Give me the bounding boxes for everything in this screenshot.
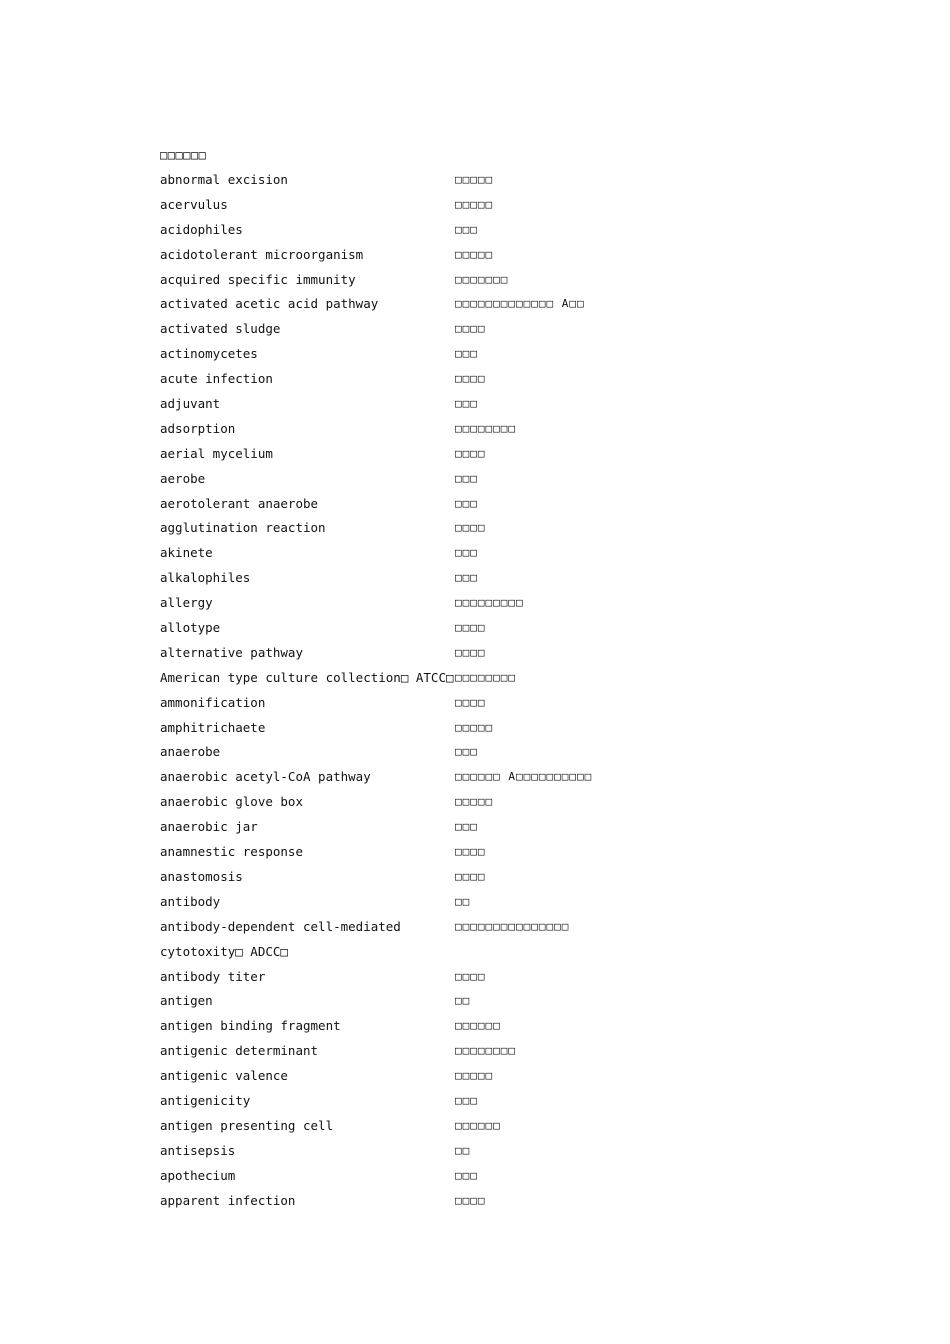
entry-term: anaerobic glove box — [160, 794, 303, 810]
entry-translation: □□□□ — [455, 446, 486, 460]
entry-term: antigenic determinant — [160, 1043, 319, 1059]
entry-translation: □□□□ — [455, 1193, 486, 1207]
entry-translation: □□□ — [455, 1093, 478, 1107]
entry-term: allergy — [160, 595, 213, 611]
glossary-entry — [160, 197, 860, 222]
glossary-entry — [160, 296, 860, 321]
glossary-entry — [160, 421, 860, 446]
glossary-entry — [160, 720, 860, 745]
entry-translation: □□□□ — [455, 521, 486, 535]
entry-translation: □□□□□□ A□□□□□□□□□□ — [455, 770, 593, 784]
glossary-entry — [160, 645, 860, 670]
glossary-entry — [160, 545, 860, 570]
entry-term: acute infection — [160, 371, 273, 387]
glossary-entry — [160, 894, 860, 919]
glossary-entry — [160, 620, 860, 645]
entry-term: alkalophiles — [160, 570, 251, 586]
glossary-entry — [160, 1093, 860, 1118]
entry-translation: □□□□ — [455, 695, 486, 709]
entry-translation: □□□□□ — [455, 197, 494, 211]
entry-translation: □□□□□□ — [455, 1019, 501, 1033]
glossary-entry — [160, 321, 860, 346]
entry-term: antigenicity — [160, 1092, 251, 1108]
entry-translation: □□□□ — [455, 372, 486, 386]
entry-translation: □□ — [455, 994, 471, 1008]
entry-term: anastomosis — [160, 868, 243, 884]
entry-term: activated acetic acid pathway — [160, 296, 379, 312]
entry-term: antibody-dependent cell-mediated — [160, 918, 401, 934]
glossary-entry — [160, 371, 860, 396]
entry-term: antisepsis — [160, 1142, 236, 1158]
entry-translation: □□ — [455, 1143, 471, 1157]
entry-term: adsorption — [160, 420, 236, 436]
entry-term: amphitrichaete — [160, 719, 266, 735]
entry-translation: □□□ — [455, 571, 478, 585]
glossary-entry — [160, 993, 860, 1018]
glossary-entry — [160, 1193, 860, 1218]
entry-translation: □□□□□□□ — [455, 272, 509, 286]
entry-term: antigen binding fragment — [160, 1018, 341, 1034]
glossary-entry — [160, 471, 860, 496]
entry-term: abnormal excision — [160, 172, 288, 187]
entry-translation: □□□□□ — [455, 720, 494, 734]
entry-translation: □□□□ — [455, 322, 486, 336]
entry-term: anaerobic jar — [160, 819, 258, 835]
entry-translation: □□□ — [455, 1168, 478, 1182]
entry-term: adjuvant — [160, 396, 221, 412]
entry-term: actinomycetes — [160, 346, 258, 362]
glossary-entry — [160, 1043, 860, 1068]
glossary-entry — [160, 844, 860, 869]
glossary-entry — [160, 819, 860, 844]
entry-translation: □□□□ — [455, 969, 486, 983]
entry-term: antibody titer — [160, 968, 266, 984]
glossary-entry — [160, 570, 860, 595]
entry-term: aerial mycelium — [160, 445, 273, 461]
entry-term: aerotolerant anaerobe — [160, 495, 319, 511]
entry-term: allotype — [160, 620, 221, 636]
entry-term: antigen — [160, 993, 213, 1009]
glossary-list — [160, 172, 860, 1217]
entry-term: aerobe — [160, 470, 206, 486]
entry-translation: □□□□□□ — [455, 1118, 501, 1132]
entry-term-continuation: cytotoxity□ ADCC□ — [160, 943, 288, 959]
entry-term: apparent infection — [160, 1192, 296, 1208]
entry-translation: □□□□□ — [455, 173, 494, 186]
entry-translation: □□ — [455, 894, 471, 908]
entry-translation: □□□ — [455, 546, 478, 560]
entry-term: antibody — [160, 893, 221, 909]
entry-term: antigen presenting cell — [160, 1117, 334, 1133]
glossary-entry — [160, 670, 860, 695]
glossary-entry — [160, 520, 860, 545]
entry-term: ammonification — [160, 694, 266, 710]
entry-term: acquired specific immunity — [160, 271, 356, 287]
entry-translation: □□□ — [455, 347, 478, 361]
entry-translation: □□□□□□□□ — [455, 670, 516, 684]
entry-term: anaerobe — [160, 744, 221, 760]
entry-translation: □□□□ — [455, 645, 486, 659]
entry-translation: □□□□□ — [455, 247, 494, 261]
glossary-entry — [160, 1018, 860, 1043]
entry-term: akinete — [160, 545, 213, 561]
glossary-entry — [160, 272, 860, 297]
entry-term: acidotolerant microorganism — [160, 246, 364, 262]
glossary-entry — [160, 744, 860, 769]
entry-term: alternative pathway — [160, 644, 303, 660]
glossary-heading: □□□□□□ — [160, 148, 207, 162]
entry-translation: □□□□ — [455, 845, 486, 859]
entry-term: anaerobic acetyl-CoA pathway — [160, 769, 371, 785]
entry-translation: □□□□□ — [455, 1069, 494, 1083]
entry-translation: □□□ — [455, 820, 478, 834]
entry-term: activated sludge — [160, 321, 281, 337]
glossary-entry — [160, 1118, 860, 1143]
glossary-entry — [160, 769, 860, 794]
glossary-entry — [160, 695, 860, 720]
glossary-entry — [160, 247, 860, 272]
glossary-entry — [160, 869, 860, 894]
entry-translation: □□□□ — [455, 621, 486, 635]
glossary-entry — [160, 496, 860, 521]
entry-term: apothecium — [160, 1167, 236, 1183]
entry-term: agglutination reaction — [160, 520, 326, 536]
entry-term: antigenic valence — [160, 1068, 288, 1084]
entry-term: American type culture collection□ ATCC□ — [160, 669, 454, 685]
glossary-entry — [160, 794, 860, 819]
glossary-entry — [160, 172, 860, 197]
glossary-entry — [160, 346, 860, 371]
entry-translation: □□□ — [455, 745, 478, 759]
glossary-entry — [160, 1068, 860, 1093]
entry-translation: □□□□□□□□□□□□□ A□□ — [455, 297, 585, 311]
entry-term: anamnestic response — [160, 844, 303, 860]
entry-translation: □□□□□□□□□□□□□□□ — [455, 919, 570, 933]
glossary-entry — [160, 1168, 860, 1193]
entry-translation: □□□□□□□□□ — [455, 596, 524, 610]
glossary-entry — [160, 222, 860, 247]
glossary-entry — [160, 446, 860, 471]
entry-translation: □□□ — [455, 397, 478, 411]
glossary-entry — [160, 969, 860, 994]
entry-translation: □□□□□□□□ — [455, 1044, 516, 1058]
entry-translation: □□□□□ — [455, 795, 494, 809]
entry-term: acervulus — [160, 196, 228, 212]
glossary-entry — [160, 919, 860, 969]
entry-translation: □□□□ — [455, 869, 486, 883]
entry-term: acidophiles — [160, 221, 243, 237]
entry-translation: □□□ — [455, 496, 478, 510]
glossary-entry — [160, 1143, 860, 1168]
entry-translation: □□□ — [455, 471, 478, 485]
glossary-entry — [160, 396, 860, 421]
entry-translation: □□□ — [455, 222, 478, 236]
glossary-entry — [160, 595, 860, 620]
entry-translation: □□□□□□□□ — [455, 421, 516, 435]
